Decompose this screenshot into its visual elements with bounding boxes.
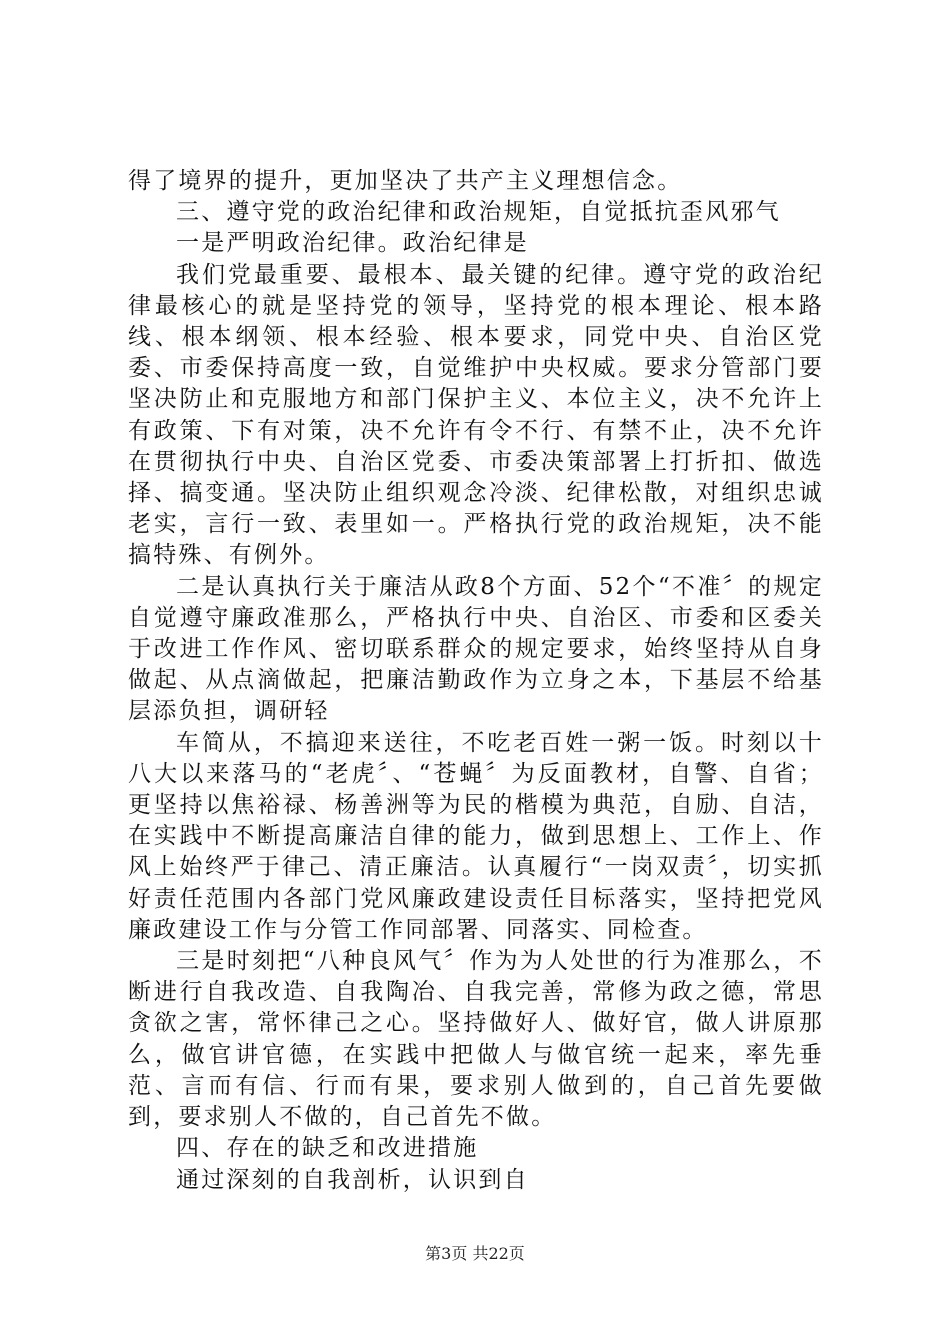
- section-heading-3: 三、遵守党的政治纪律和政治规矩，自觉抵抗歪风邪气: [176, 199, 781, 226]
- document-body: [128, 166, 824, 1196]
- section-heading-4: 四、存在的缺乏和改进措施: [176, 1135, 479, 1162]
- paragraph-6: 车简从，不搞迎来送往，不吃老百姓一粥一饭。时刻以十八大以来落马的“老虎〞、“苍蝇〞为反面教材，自警、自省；更坚持以焦裕禄、杨善洲等为民的楷模为典范，自励、自洁，在实践中不断提高廉洁自律的能力，做到思想上、工作上、作风上始终严于律己、清正廉洁。认真履行“一岗双责〞，切实抓好责任范围内各部门党风廉政建设责任目标落实，坚持把党风廉政建设工作与分管工作同部署、同落实、同检查。: [128, 729, 824, 943]
- page-number-footer: 第3页 共22页: [425, 1244, 525, 1263]
- paragraph-9: 通过深刻的自我剖析，认识到自: [176, 1166, 529, 1193]
- paragraph-5: 二是认真执行关于廉洁从政8个方面、52个“不准〞的规定自觉遵守廉政准那么，严格执行中央、自治区、市委和区委关于改进工作作风、密切联系群众的规定要求，始终坚持从自身做起、从点滴做起，把廉洁勤政作为立身之本，下基层不给基层添负担，调研轻: [128, 573, 824, 725]
- paragraph-3: 一是严明政治纪律。政治纪律是: [176, 230, 529, 257]
- paragraph-4: 我们党最重要、最根本、最关键的纪律。遵守党的政治纪律最核心的就是坚持党的领导，坚持党的根本理论、根本路线、根本纲领、根本经验、根本要求，同党中央、自治区党委、市委保持高度一致，自觉维护中央权威。要求分管部门要坚决防止和克服地方和部门保护主义、本位主义，决不允许上有政策、下有对策，决不允许有令不行、有禁不止，决不允许在贯彻执行中央、自治区党委、市委决策部署上打折扣、做选择、搞变通。坚决防止组织观念冷淡、纪律松散，对组织忠诚老实，言行一致、表里如一。严格执行党的政治规矩，决不能搞特殊、有例外。: [128, 261, 824, 569]
- paragraph-7: 三是时刻把“八种良风气〞作为为人处世的行为准那么，不断进行自我改造、自我陶冶、自我完善，常修为政之德，常思贪欲之害，常怀律己之心。坚持做好人、做好官，做人讲原那么，做官讲官德，在实践中把做人与做官统一起来，率先垂范、言而有信、行而有果，要求别人做到的，自己首先要做到，要求别人不做的，自己首先不做。: [128, 948, 824, 1131]
- paragraph-1: 得了境界的提升，更加坚决了共产主义理想信念。: [128, 168, 683, 194]
